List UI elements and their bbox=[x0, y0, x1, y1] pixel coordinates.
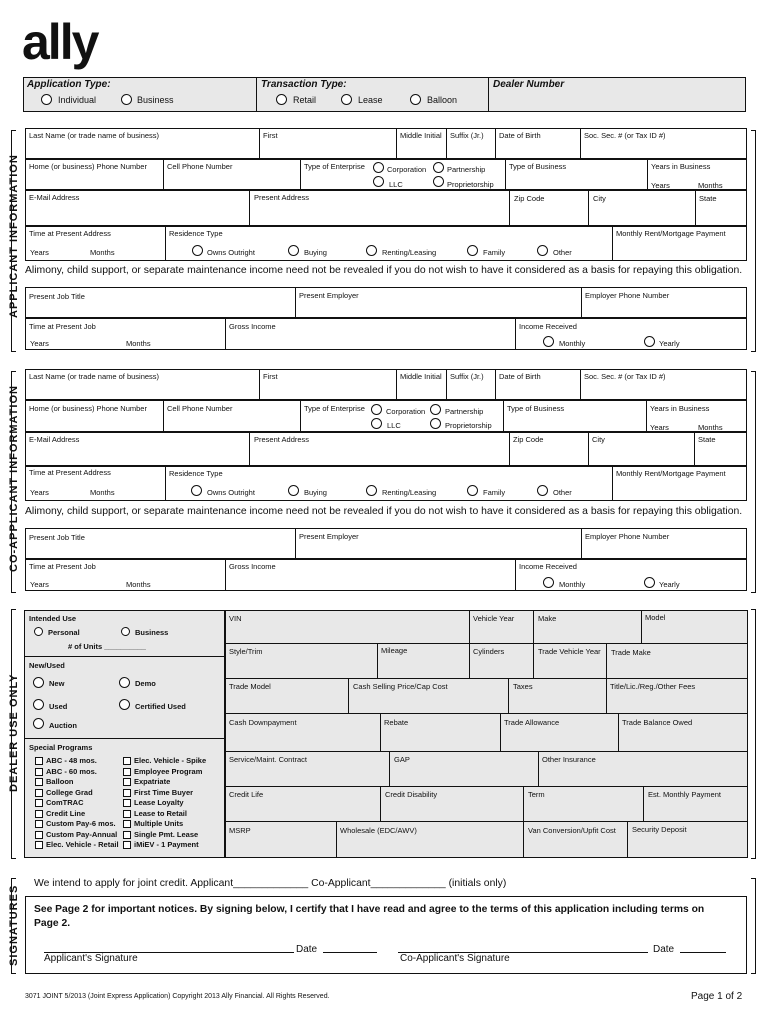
used-radio[interactable] bbox=[33, 699, 44, 710]
c-city[interactable]: City bbox=[592, 435, 605, 444]
footer-copyright: 3071 JOINT 5/2013 (Joint Express Application) Copyright 2013 Ally Financial. All Rights Reserved. bbox=[25, 993, 330, 1000]
special-programs-label: Special Programs bbox=[29, 743, 93, 752]
special-program-checkbox[interactable] bbox=[123, 820, 131, 828]
c-taj-years: Years bbox=[30, 580, 49, 589]
trade-balance-owed[interactable]: Trade Balance Owed bbox=[622, 718, 693, 727]
special-program-label: Expatriate bbox=[134, 777, 171, 786]
msrp[interactable]: MSRP bbox=[229, 826, 251, 835]
a-taj-months: Months bbox=[126, 339, 151, 348]
rebate[interactable]: Rebate bbox=[384, 718, 409, 727]
c-partnership-radio[interactable] bbox=[430, 404, 441, 415]
a-middle[interactable]: Middle Initial bbox=[400, 131, 442, 140]
retail-radio[interactable] bbox=[276, 94, 287, 105]
a-owns-radio[interactable] bbox=[192, 245, 203, 256]
est-monthly-payment[interactable]: Est. Monthly Payment bbox=[648, 790, 721, 799]
d-business-radio[interactable] bbox=[121, 627, 130, 636]
c-income-received: Income Received bbox=[519, 562, 577, 571]
special-program-label: Custom Pay-6 mos. bbox=[46, 819, 116, 828]
c-family-radio[interactable] bbox=[467, 485, 478, 496]
special-program-label: Custom Pay-Annual bbox=[46, 829, 118, 839]
special-program-checkbox[interactable] bbox=[35, 831, 43, 839]
a-zip[interactable]: Zip Code bbox=[514, 194, 545, 203]
c-yib-months: Months bbox=[698, 423, 723, 432]
c-first[interactable]: First bbox=[263, 372, 278, 381]
c-taa-months: Months bbox=[90, 488, 115, 497]
lease-radio[interactable] bbox=[341, 94, 352, 105]
balloon-label: Balloon bbox=[427, 95, 458, 105]
c-monthly-rent[interactable]: Monthly Rent/Mortgage Payment bbox=[616, 469, 726, 478]
lease-label: Lease bbox=[358, 95, 383, 105]
van-conversion[interactable]: Van Conversion/Upfit Cost bbox=[528, 826, 616, 835]
c-alimony-notice: Alimony, child support, or separate maintenance income need not be revealed if you do not wish to have it considered as a basis for repaying this obligation. bbox=[25, 506, 743, 517]
dealer-side-label: DEALER USE ONLY bbox=[8, 673, 20, 792]
intended-use-label: Intended Use bbox=[29, 614, 77, 623]
c-other-label: Other bbox=[553, 488, 572, 497]
a-other-radio[interactable] bbox=[537, 245, 548, 256]
special-program-label: First Time Buyer bbox=[134, 787, 194, 797]
special-program-checkbox[interactable] bbox=[123, 757, 131, 765]
a-taa-years: Years bbox=[30, 248, 49, 257]
a-buying-label: Buying bbox=[304, 248, 327, 257]
a-monthly-rent[interactable]: Monthly Rent/Mortgage Payment bbox=[616, 229, 726, 238]
c-taj-months: Months bbox=[126, 580, 151, 589]
trade-vehicle-year[interactable]: Trade Vehicle Year bbox=[538, 647, 601, 656]
a-family-radio[interactable] bbox=[467, 245, 478, 256]
individual-label: Individual bbox=[58, 95, 97, 105]
c-cell-phone[interactable]: Cell Phone Number bbox=[167, 404, 233, 413]
c-middle[interactable]: Middle Initial bbox=[400, 372, 442, 381]
special-program-checkbox[interactable] bbox=[123, 799, 131, 807]
c-renting-label: Renting/Leasing bbox=[382, 488, 437, 497]
special-program-label: ComTRAC bbox=[46, 798, 84, 807]
c-gross-income[interactable]: Gross Income bbox=[229, 562, 276, 571]
c-proprietorship-radio[interactable] bbox=[430, 418, 441, 429]
c-type-business[interactable]: Type of Business bbox=[507, 404, 565, 413]
trade-allowance[interactable]: Trade Allowance bbox=[504, 718, 560, 727]
vin[interactable]: VIN bbox=[229, 614, 242, 623]
a-yib-months: Months bbox=[698, 181, 723, 190]
c-corporation-radio[interactable] bbox=[371, 404, 382, 415]
special-program-checkbox[interactable] bbox=[35, 778, 43, 786]
taxes[interactable]: Taxes bbox=[513, 682, 533, 691]
certified-used-radio[interactable] bbox=[119, 699, 130, 710]
credit-disability[interactable]: Credit Disability bbox=[385, 790, 438, 799]
c-present-address[interactable]: Present Address bbox=[254, 435, 310, 444]
c-owns-radio[interactable] bbox=[191, 485, 202, 496]
c-years-in-business[interactable]: Years in Business bbox=[650, 404, 710, 413]
a-type-enterprise: Type of Enterprise bbox=[304, 162, 365, 171]
a-owns-label: Owns Outright bbox=[207, 248, 255, 257]
special-program-label: Credit Line bbox=[46, 808, 86, 818]
c-yib-years: Years bbox=[650, 423, 669, 432]
ally-logo: ally bbox=[22, 14, 98, 70]
individual-radio[interactable] bbox=[41, 94, 52, 105]
a-monthly-radio[interactable] bbox=[543, 336, 554, 347]
c-dob[interactable]: Date of Birth bbox=[499, 372, 541, 381]
c-employer[interactable]: Present Employer bbox=[299, 532, 359, 541]
personal-radio[interactable] bbox=[34, 627, 43, 636]
c-ssn[interactable]: Soc. Sec. # (or Tax ID #) bbox=[584, 372, 666, 381]
a-proprietorship-radio[interactable] bbox=[433, 176, 444, 187]
a-yearly-radio[interactable] bbox=[644, 336, 655, 347]
a-suffix[interactable]: Suffix (Jr.) bbox=[450, 131, 484, 140]
a-proprietorship-label: Proprietorship bbox=[447, 180, 494, 189]
auction-radio[interactable] bbox=[33, 718, 44, 729]
a-last-name[interactable]: Last Name (or trade name of business) bbox=[29, 131, 160, 140]
a-taj-years: Years bbox=[30, 339, 49, 348]
business-label: Business bbox=[137, 95, 174, 105]
a-job-title[interactable]: Present Job Title bbox=[29, 292, 85, 301]
a-years-in-business[interactable]: Years in Business bbox=[651, 162, 711, 171]
special-program-label: ABC - 60 mos. bbox=[46, 766, 97, 776]
business-radio[interactable] bbox=[121, 94, 132, 105]
make[interactable]: Make bbox=[538, 614, 557, 623]
a-income-received: Income Received bbox=[519, 322, 577, 331]
c-family-label: Family bbox=[483, 488, 506, 497]
applicant-date-label: Date bbox=[296, 944, 318, 955]
a-first[interactable]: First bbox=[263, 131, 278, 140]
a-type-business[interactable]: Type of Business bbox=[509, 162, 567, 171]
c-llc-label: LLC bbox=[387, 421, 401, 430]
security-deposit[interactable]: Security Deposit bbox=[632, 825, 687, 834]
special-program-checkbox[interactable] bbox=[123, 768, 131, 776]
special-program-label: ABC - 48 mos. bbox=[46, 756, 97, 765]
special-program-checkbox[interactable] bbox=[35, 810, 43, 818]
model[interactable]: Model bbox=[645, 613, 666, 622]
a-cell-phone[interactable]: Cell Phone Number bbox=[167, 162, 233, 171]
c-buying-radio[interactable] bbox=[288, 485, 299, 496]
a-other-label: Other bbox=[553, 248, 572, 257]
a-buying-radio[interactable] bbox=[288, 245, 299, 256]
c-last-name[interactable]: Last Name (or trade name of business) bbox=[29, 372, 160, 381]
mileage[interactable]: Mileage bbox=[381, 646, 408, 655]
a-gross-income[interactable]: Gross Income bbox=[229, 322, 276, 331]
a-family-label: Family bbox=[483, 248, 506, 257]
a-partnership-label: Partnership bbox=[447, 165, 486, 174]
c-suffix[interactable]: Suffix (Jr.) bbox=[450, 372, 484, 381]
special-program-label: Lease to Retail bbox=[134, 808, 187, 818]
special-program-checkbox[interactable] bbox=[123, 831, 131, 839]
special-program-label: Multiple Units bbox=[134, 819, 184, 828]
a-renting-label: Renting/Leasing bbox=[382, 248, 437, 257]
signatures-side-label: SIGNATURES bbox=[8, 884, 20, 966]
c-taa-years: Years bbox=[30, 488, 49, 497]
c-time-at-job[interactable]: Time at Present Job bbox=[29, 562, 96, 571]
a-time-at-address[interactable]: Time at Present Address bbox=[29, 229, 111, 238]
special-program-checkbox[interactable] bbox=[35, 768, 43, 776]
c-zip[interactable]: Zip Code bbox=[513, 435, 544, 444]
special-program-checkbox[interactable] bbox=[35, 757, 43, 765]
cylinders[interactable]: Cylinders bbox=[473, 647, 505, 656]
applicant-side-label: APPLICANT INFORMATION bbox=[8, 154, 20, 318]
other-insurance[interactable]: Other Insurance bbox=[542, 755, 596, 764]
c-type-enterprise: Type of Enterprise bbox=[304, 404, 365, 413]
style-trim[interactable]: Style/Trim bbox=[229, 647, 263, 656]
page-number: Page 1 of 2 bbox=[691, 991, 743, 1002]
new-used-label: New/Used bbox=[29, 661, 65, 670]
used-label: Used bbox=[49, 702, 68, 711]
a-corporation-label: Corporation bbox=[387, 165, 427, 174]
special-program-checkbox[interactable] bbox=[123, 841, 131, 849]
retail-label: Retail bbox=[293, 95, 317, 105]
a-taa-months: Months bbox=[90, 248, 115, 257]
auction-label: Auction bbox=[49, 721, 77, 730]
special-program-label: iMiEV - 1 Payment bbox=[134, 840, 199, 849]
a-time-at-job[interactable]: Time at Present Job bbox=[29, 322, 96, 331]
coapplicant-side-label: CO-APPLICANT INFORMATION bbox=[8, 385, 20, 572]
a-email[interactable]: E-Mail Address bbox=[29, 193, 80, 202]
c-buying-label: Buying bbox=[304, 488, 327, 497]
a-residence-type: Residence Type bbox=[169, 229, 223, 238]
a-llc-label: LLC bbox=[389, 180, 403, 189]
c-monthly-radio[interactable] bbox=[543, 577, 554, 588]
new-label: New bbox=[49, 679, 65, 688]
c-job-title[interactable]: Present Job Title bbox=[29, 533, 85, 542]
a-present-address[interactable]: Present Address bbox=[254, 193, 310, 202]
a-state[interactable]: State bbox=[699, 194, 717, 203]
c-monthly-label: Monthly bbox=[559, 580, 586, 589]
special-program-checkbox[interactable] bbox=[35, 789, 43, 797]
c-yearly-label: Yearly bbox=[659, 580, 680, 589]
cash-selling-price[interactable]: Cash Selling Price/Cap Cost bbox=[353, 682, 448, 691]
c-owns-label: Owns Outright bbox=[207, 488, 255, 497]
dealer-number-label: Dealer Number bbox=[493, 79, 565, 90]
c-home-phone[interactable]: Home (or business) Phone Number bbox=[29, 404, 147, 413]
a-yib-years: Years bbox=[651, 181, 670, 190]
coapplicant-date-label: Date bbox=[653, 944, 675, 955]
a-employer-phone[interactable]: Employer Phone Number bbox=[585, 291, 670, 300]
cash-downpayment[interactable]: Cash Downpayment bbox=[229, 718, 297, 727]
application-type-label: Application Type: bbox=[27, 79, 111, 90]
credit-life[interactable]: Credit Life bbox=[229, 790, 264, 799]
special-program-label: College Grad bbox=[46, 787, 93, 797]
a-home-phone[interactable]: Home (or business) Phone Number bbox=[29, 162, 147, 171]
d-business-label: Business bbox=[135, 628, 169, 637]
c-employer-phone[interactable]: Employer Phone Number bbox=[585, 532, 670, 541]
coapplicant-signature[interactable]: Co-Applicant's Signature bbox=[400, 953, 510, 964]
c-proprietorship-label: Proprietorship bbox=[445, 421, 492, 430]
c-state[interactable]: State bbox=[698, 435, 716, 444]
special-program-checkbox[interactable] bbox=[35, 841, 43, 849]
special-program-checkbox[interactable] bbox=[35, 799, 43, 807]
new-radio[interactable] bbox=[33, 677, 44, 688]
joint-credit-line: We intend to apply for joint credit. Applicant_____________ Co-Applicant_____________ (initials only) bbox=[34, 878, 507, 889]
c-residence-type: Residence Type bbox=[169, 469, 223, 478]
c-email[interactable]: E-Mail Address bbox=[29, 435, 80, 444]
c-partnership-label: Partnership bbox=[445, 407, 484, 416]
a-city[interactable]: City bbox=[593, 194, 606, 203]
trade-model[interactable]: Trade Model bbox=[229, 682, 271, 691]
special-program-label: Elec. Vehicle - Spike bbox=[134, 756, 207, 765]
a-dob[interactable]: Date of Birth bbox=[499, 131, 541, 140]
a-ssn[interactable]: Soc. Sec. # (or Tax ID #) bbox=[584, 131, 666, 140]
c-corporation-label: Corporation bbox=[386, 407, 426, 416]
special-program-checkbox[interactable] bbox=[35, 820, 43, 828]
gap[interactable]: GAP bbox=[394, 755, 410, 764]
a-partnership-radio[interactable] bbox=[433, 162, 444, 173]
c-time-at-address[interactable]: Time at Present Address bbox=[29, 468, 111, 477]
demo-radio[interactable] bbox=[119, 677, 130, 688]
c-yearly-radio[interactable] bbox=[644, 577, 655, 588]
a-corporation-radio[interactable] bbox=[373, 162, 384, 173]
page2-notice: See Page 2 for important notices. By signing below, I certify that I have read and agree to the terms of this application including terms on Page 2. bbox=[34, 904, 705, 929]
c-renting-radio[interactable] bbox=[366, 485, 377, 496]
vehicle-year[interactable]: Vehicle Year bbox=[473, 614, 515, 623]
special-program-label: Employee Program bbox=[134, 766, 203, 776]
wholesale[interactable]: Wholesale (EDC/AWV) bbox=[340, 826, 417, 835]
special-program-label: Lease Loyalty bbox=[134, 798, 184, 807]
certified-used-label: Certified Used bbox=[135, 702, 186, 711]
transaction-type-label: Transaction Type: bbox=[261, 79, 347, 90]
personal-label: Personal bbox=[48, 628, 80, 637]
special-program-checkbox[interactable] bbox=[123, 778, 131, 786]
a-monthly-label: Monthly bbox=[559, 339, 586, 348]
balloon-radio[interactable] bbox=[410, 94, 421, 105]
service-contract[interactable]: Service/Maint. Contract bbox=[229, 755, 307, 764]
a-employer[interactable]: Present Employer bbox=[299, 291, 359, 300]
special-program-checkbox[interactable] bbox=[123, 810, 131, 818]
special-program-checkbox[interactable] bbox=[123, 789, 131, 797]
application-header bbox=[23, 77, 746, 112]
a-renting-radio[interactable] bbox=[366, 245, 377, 256]
num-units[interactable]: # of Units __________ bbox=[68, 642, 146, 651]
special-program-label: Single Pmt. Lease bbox=[134, 829, 199, 839]
c-llc-radio[interactable] bbox=[371, 418, 382, 429]
a-yearly-label: Yearly bbox=[659, 339, 680, 348]
title-fees[interactable]: Title/Lic./Reg./Other Fees bbox=[610, 682, 696, 691]
c-other-radio[interactable] bbox=[537, 485, 548, 496]
demo-label: Demo bbox=[135, 679, 156, 688]
special-program-label: Balloon bbox=[46, 777, 74, 786]
a-alimony-notice: Alimony, child support, or separate maintenance income need not be revealed if you do not wish to have it considered as a basis for repaying this obligation. bbox=[25, 265, 743, 276]
trade-make[interactable]: Trade Make bbox=[611, 648, 651, 657]
term[interactable]: Term bbox=[528, 790, 545, 799]
special-program-label: Elec. Vehicle - Retail bbox=[46, 840, 119, 849]
a-llc-radio[interactable] bbox=[373, 176, 384, 187]
applicant-signature[interactable]: Applicant's Signature bbox=[44, 953, 138, 964]
